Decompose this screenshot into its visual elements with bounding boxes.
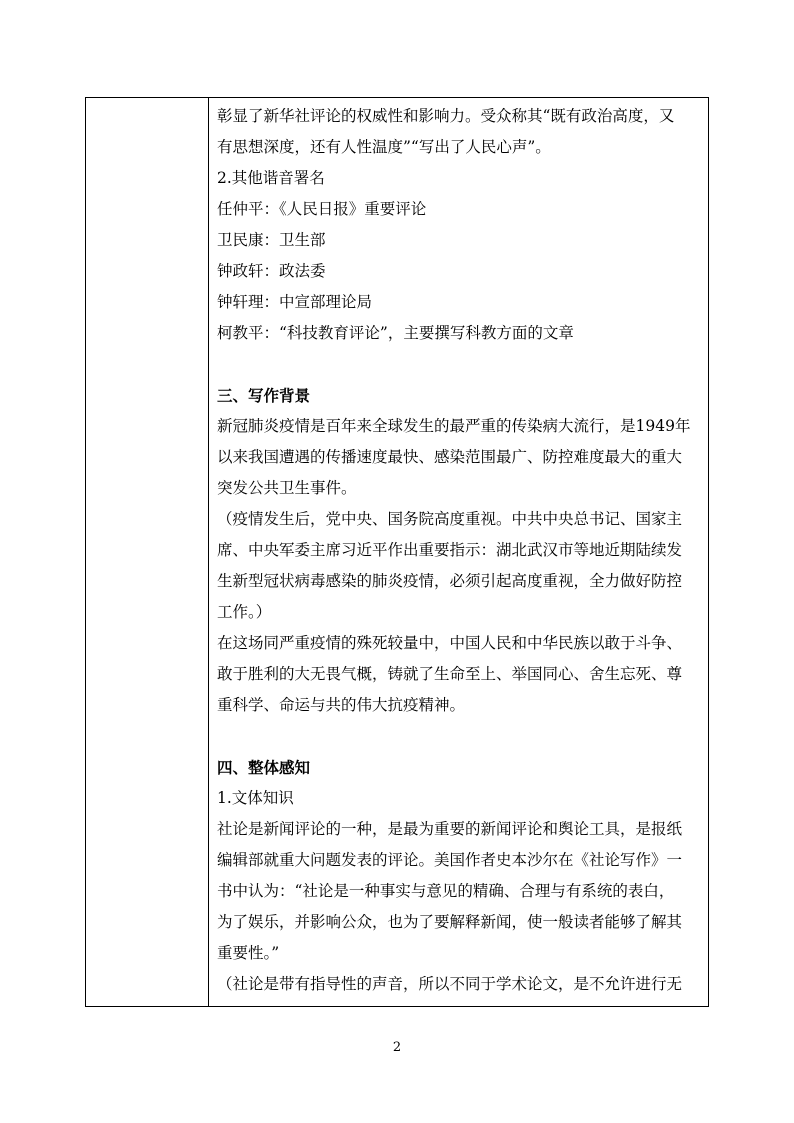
page-number: 2 (392, 1040, 402, 1055)
text-line: 重科学、命运与共的伟大抗疫精神。 (217, 696, 466, 714)
text-line: 社论是新闻评论的一种，是最为重要的新闻评论和舆论工具，是报纸 (217, 820, 683, 838)
text-line: 编辑部就重大问题发表的评论。美国作者史本沙尔在《社论写作》一 (217, 851, 683, 869)
text-line: 卫民康：卫生部 (217, 231, 326, 249)
section-heading: 四、整体感知 (217, 758, 311, 777)
blank-line (217, 349, 701, 380)
content-cell (217, 101, 701, 1000)
text-line: 新冠肺炎疫情是百年来全球发生的最严重的传染病大流行，是1949年 (217, 417, 691, 435)
text-line: 重要性。” (217, 944, 280, 962)
text-line: 工作。） (217, 603, 272, 621)
text-line: 有思想深度，还有人性温度”“写出了人民心声”。 (217, 138, 551, 156)
text-line: 任仲平：《人民日报》重要评论 (217, 200, 427, 218)
text-line: （社论是带有指导性的声音，所以不同于学术论文，是不允许进行无 (217, 975, 683, 993)
text-line: 敢于胜利的大无畏气概，铸就了生命至上、举国同心、舍生忘死、尊 (217, 665, 683, 683)
text-line: 突发公共卫生事件。 (217, 479, 357, 497)
text-line: （疫情发生后，党中央、国务院高度重视。中共中央总书记、国家主 (217, 510, 683, 528)
text-line: 以来我国遭遇的传播速度最快、感染范围最广、防控难度最大的重大 (217, 448, 683, 466)
table-frame (85, 97, 709, 1007)
text-line: 席、中央军委主席习近平作出重要指示：湖北武汉市等地近期陆续发 (217, 541, 683, 559)
section-heading: 三、写作背景 (217, 386, 311, 405)
text-line: 2.其他谐音署名 (217, 169, 325, 187)
text-line: 彰显了新华社评论的权威性和影响力。受众称其“既有政治高度，又 (217, 107, 675, 125)
text-line: 生新型冠状病毒感染的肺炎疫情，必须引起高度重视，全力做好防控 (217, 572, 683, 590)
text-line: 钟轩理：中宣部理论局 (217, 293, 373, 311)
text-line: 柯教平：“科技教育评论”，主要撰写科教方面的文章 (217, 324, 574, 342)
text-line: 1.文体知识 (217, 789, 294, 807)
text-line: 在这场同严重疫情的殊死较量中，中国人民和中华民族以敢于斗争、 (217, 634, 683, 652)
text-line: 为了娱乐，并影响公众，也为了要解释新闻，使一般读者能够了解其 (217, 913, 683, 931)
left-column-cell (86, 98, 208, 1006)
column-divider (208, 98, 209, 1006)
blank-line (217, 721, 701, 752)
text-line: 钟政轩：政法委 (217, 262, 326, 280)
text-line: 书中认为：“社论是一种事实与意见的精确、合理与有系统的表白， (217, 882, 675, 900)
